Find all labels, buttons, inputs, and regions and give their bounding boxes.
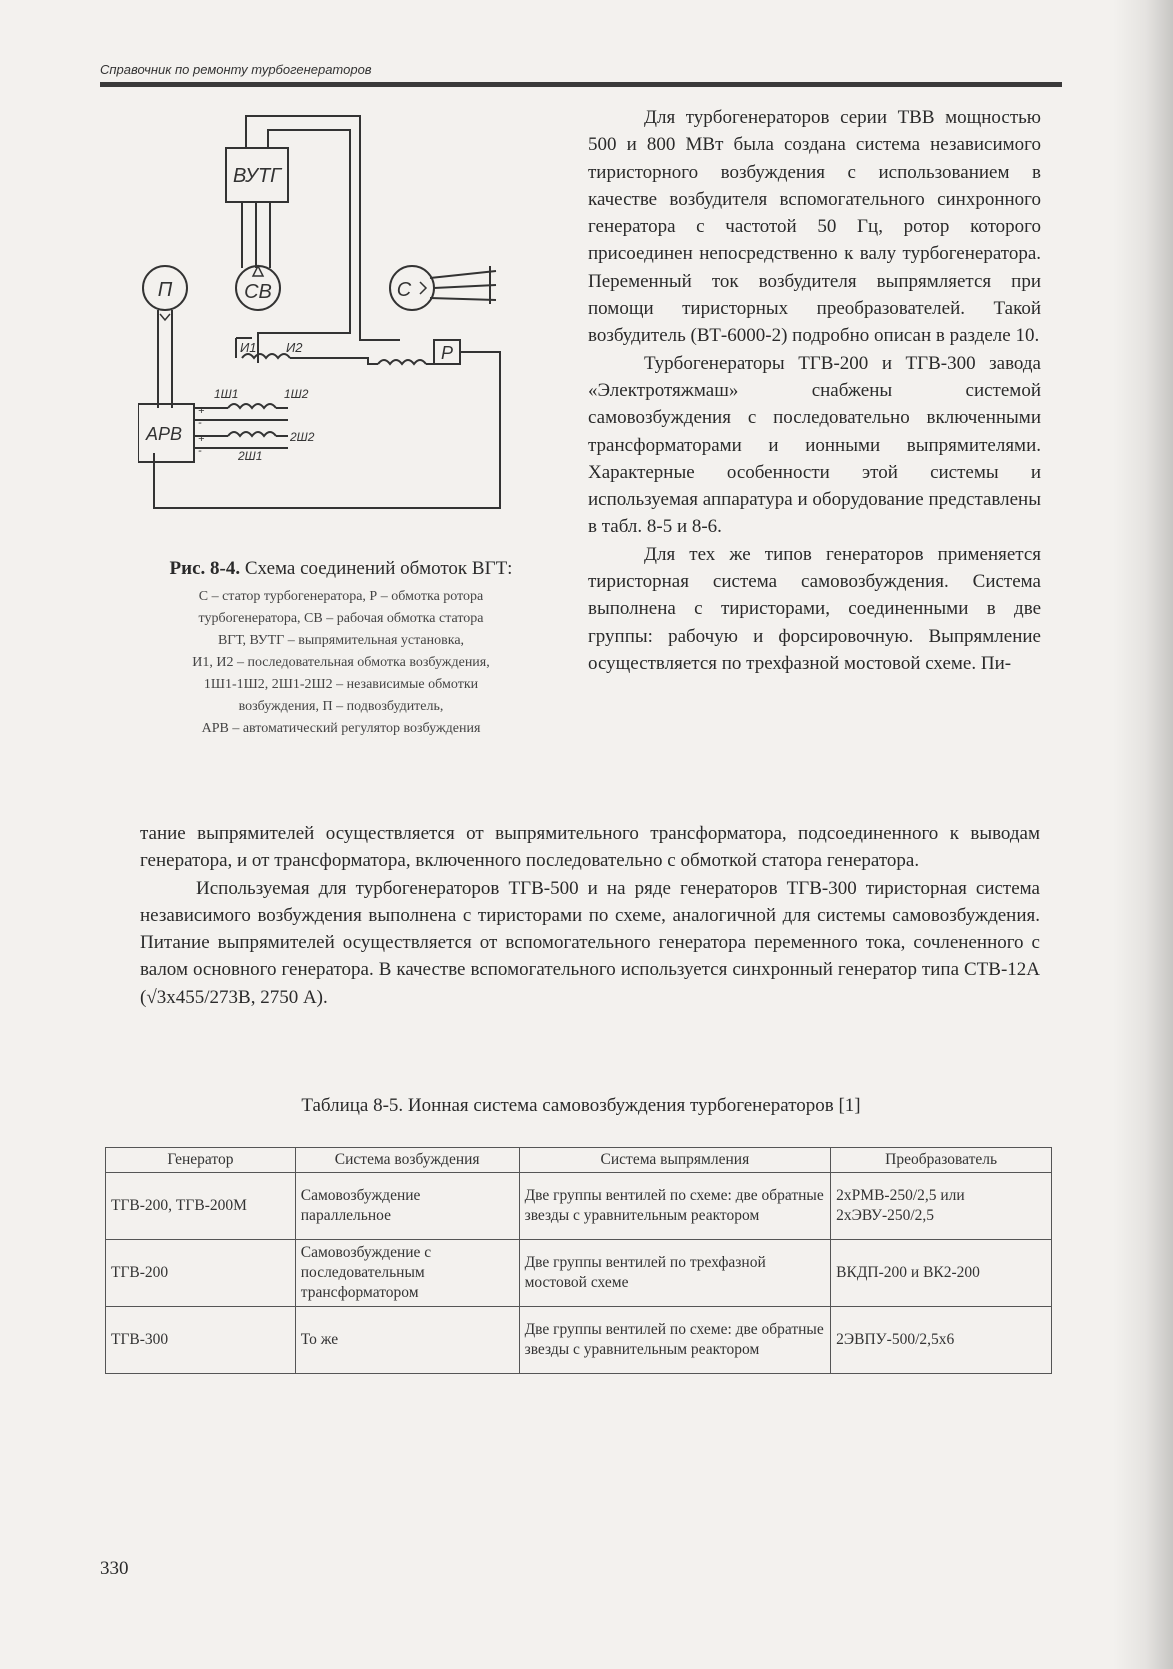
r-label: Р: [440, 343, 454, 363]
header-rule: [100, 82, 1062, 87]
legend-line: 1Ш1-1Ш2, 2Ш1-2Ш2 – независимые обмотки: [203, 677, 479, 692]
table-cell: Две группы вентилей по схеме: две обратные звезды с уравнительным реактором: [519, 1173, 831, 1240]
sh11-label: 1Ш1: [214, 387, 239, 401]
excitation-table: [105, 1147, 1052, 1374]
table-cell: 2ЭВПУ-500/2,5х6: [831, 1307, 1052, 1374]
sh12-label: 1Ш2: [284, 387, 309, 401]
table-cell: Две группы вентилей по схеме: две обратные звезды с уравнительным реактором: [519, 1307, 831, 1374]
paragraph-3-continued: тание выпрямителей осуществляется от выпрямительного трансформатора, подсоединенного к выводам генератора, и от трансформатора, включенного последовательно с обмоткой статора генератора.: [140, 823, 1040, 872]
table-cell: Две группы вентилей по трехфазной мостовой схеме: [519, 1240, 831, 1307]
right-column-text: [588, 104, 1041, 677]
legend-line: АРВ – автоматический регулятор возбуждения: [201, 721, 481, 736]
table-row: [106, 1240, 1052, 1307]
sh21-label: 2Ш1: [238, 449, 263, 463]
table-row: [106, 1173, 1052, 1240]
column-header: Система выпрямления: [519, 1148, 831, 1173]
table-cell: Самовозбуждение параллельное: [295, 1173, 519, 1240]
table-cell: То же: [295, 1307, 519, 1374]
legend-line: ВГТ, ВУТГ – выпрямительная установка,: [217, 633, 465, 648]
minus-mark-2: -: [198, 445, 202, 457]
paragraph-4: Используемая для турбогенераторов ТГВ-500 и на ряде генераторов ТГВ-300 тиристорная система независимого возбуждения выполнена с тиристорами по схеме, аналогичной для системы самовозбуждения. Питание выпрямителей осуществляется от вспомогательного генератора переменного тока, сочлененного с валом основного генератора. В качестве вспомогательного используется синхронный генератор типа СТВ-12А (√3х455/273В, 2750 А).: [140, 877, 1040, 1008]
i2-label: И2: [286, 340, 303, 355]
legend-line: турбогенератора, СВ – рабочая обмотка статора: [198, 611, 484, 626]
s-label: С: [396, 279, 412, 301]
table-cell: ТГВ-200, ТГВ-200М: [106, 1173, 296, 1240]
caption-legend: [118, 586, 564, 740]
figure-caption: [118, 556, 564, 740]
i1-label: И1: [240, 340, 257, 355]
plus-mark-2: +: [198, 433, 205, 445]
table-row: [106, 1307, 1052, 1374]
caption-title: [118, 556, 564, 582]
table-cell: ТГВ-200: [106, 1240, 296, 1307]
paragraph-3: Для тех же типов генераторов применяется тиристорная система самовозбуждения. Система выполнена с тиристорами, соединенными в две группы: рабочую и форсировочную. Выпрямление осуществляется по трехфазной мостовой схеме. Пи-: [588, 543, 1041, 674]
legend-line: И1, И2 – последовательная обмотка возбуждения,: [192, 655, 490, 670]
wiring-diagram-svg: [138, 108, 538, 548]
paragraph-1: Для турбогенераторов серии ТВВ мощностью 500 и 800 МВт была создана система независимого тиристорного возбуждения с использованием в качестве возбудителя вспомогательного синхронного генератора с частотой 50 Гц, ротор которого присоединен непосредственно к валу турбогенератора. Переменный ток возбудителя выпрямляется при помощи тиристорных преобразователей. Такой возбудитель (ВТ-6000-2) подробно описан в разделе 10.: [588, 107, 1041, 347]
p-label: П: [157, 279, 173, 301]
page-edge-shadow: [1113, 0, 1173, 1669]
column-header: Преобразователь: [831, 1148, 1052, 1173]
wiring-diagram: [138, 108, 538, 548]
legend-line: возбуждения, П – подвозбудитель,: [238, 699, 444, 714]
vutg-label: ВУТГ: [232, 165, 282, 187]
table-cell: 2хРМВ-250/2,5 или 2хЭВУ-250/2,5: [831, 1173, 1052, 1240]
page-number: 330: [100, 1558, 129, 1579]
caption-title-text: Схема соединений обмоток ВГТ:: [244, 558, 513, 579]
table-cell: ВКДП-200 и ВК2-200: [831, 1240, 1052, 1307]
caption-prefix: Рис. 8-4.: [169, 558, 241, 579]
column-header: Генератор: [106, 1148, 296, 1173]
running-header: Справочник по ремонту турбогенераторов: [100, 62, 372, 77]
table-cell: ТГВ-300: [106, 1307, 296, 1374]
plus-mark-1: +: [198, 405, 205, 417]
table-cell: Самовозбуждение с последовательным трансформатором: [295, 1240, 519, 1307]
table-header-row: [106, 1148, 1052, 1173]
sv-label: СВ: [244, 281, 272, 303]
table-title: Таблица 8-5. Ионная система самовозбуждения турбогенераторов [1]: [301, 1095, 861, 1116]
arv-label: АРВ: [145, 424, 183, 444]
full-width-text: [140, 820, 1040, 1011]
sh22-label: 2Ш2: [290, 430, 315, 444]
minus-mark-1: -: [198, 417, 202, 429]
paragraph-2: Турбогенераторы ТГВ-200 и ТГВ-300 завода «Электротяжмаш» снабжены системой самовозбуждения с последовательно включенными трансформаторами и ионными выпрямителями. Характерные особенности этой системы и используемая аппаратура и оборудование представлены в табл. 8-5 и 8-6.: [588, 352, 1041, 538]
legend-line: С – статор турбогенератора, Р – обмотка ротора: [198, 589, 484, 604]
column-header: Система возбуждения: [295, 1148, 519, 1173]
